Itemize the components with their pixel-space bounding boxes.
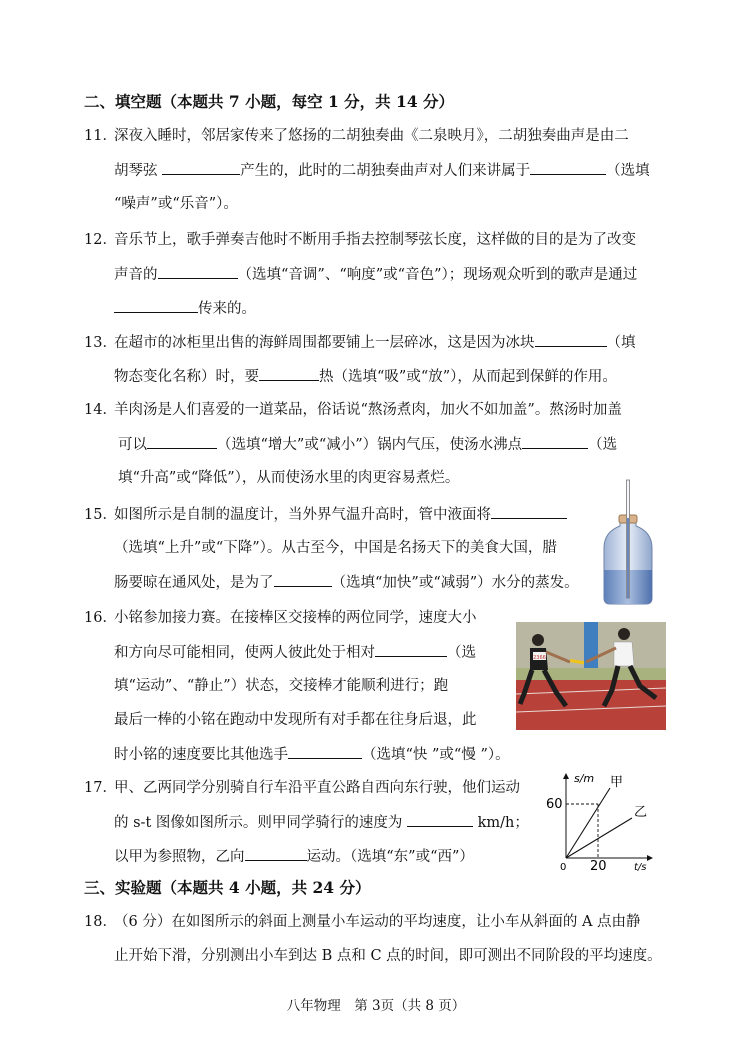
- question-17-line2: [114, 812, 529, 833]
- answer-blank[interactable]: [522, 434, 588, 449]
- answer-blank[interactable]: [147, 434, 217, 449]
- question-text: （填: [606, 335, 636, 351]
- question-text: （选填“快 ”或“慢 ”）。: [362, 747, 510, 763]
- question-16-line1: [84, 608, 477, 628]
- question-16-line2: [114, 642, 476, 663]
- question-text: （选填“加快”或“减弱”）水分的蒸发。: [331, 575, 579, 591]
- page-footer: 八年物理 第 3页（共 8 页）: [286, 998, 466, 1014]
- question-text: 甲、乙两同学分别骑自行车沿平直公路自西向东行驶，他们运动: [114, 780, 520, 796]
- question-11-line2: [114, 160, 650, 181]
- homemade-thermometer-figure: [598, 478, 658, 608]
- question-text: 产生的，此时的二胡独奏曲声对人们来讲属于: [240, 163, 531, 179]
- x-axis-label: t/s: [634, 862, 647, 873]
- question-15-line2: （选填“上升”或“下降”）。从古至今，中国是名扬天下的美食大国，腊: [114, 540, 557, 556]
- question-number: 11．: [84, 128, 117, 144]
- question-text: 小铭参加接力赛。在接棒区交接棒的两位同学，速度大小: [114, 610, 477, 626]
- question-text: （选填: [606, 163, 650, 179]
- question-text: 音乐节上，歌手弹奏吉他时不断用手指去控制琴弦长度，这样做的目的是为了改变: [114, 232, 636, 248]
- question-11-line3: “噪声”或“乐音”）。: [114, 196, 238, 212]
- question-text: 在超市的冰柜里出售的海鲜周围都要铺上一层碎冰，这是因为冰块: [114, 335, 535, 351]
- question-text: 时小铭的速度要比其他选手: [114, 747, 288, 763]
- answer-blank[interactable]: [158, 264, 238, 279]
- question-number: 16．: [84, 610, 117, 626]
- answer-blank[interactable]: [245, 846, 307, 861]
- question-text: （选: [588, 437, 618, 453]
- relay-race-photo: [516, 622, 666, 730]
- section-title-experiment: 三、实验题（本题共 4 小题，共 24 分）: [84, 878, 371, 897]
- question-16-line3: 填“运动”、“静止”）状态，交接棒才能顺利进行；跑: [114, 678, 449, 694]
- question-text: 物态变化名称）时，要: [114, 369, 259, 385]
- question-17-line1: [84, 778, 520, 798]
- question-15-line3: [114, 572, 579, 593]
- question-17-line3: [114, 846, 474, 867]
- question-text: （选填“增大”或“减小”）锅内气压，使汤水沸点: [217, 437, 523, 453]
- question-16-line4: 最后一棒的小铭在跑动中发现所有对手都在往身后退，此: [114, 712, 477, 728]
- question-14-line1: [84, 400, 622, 420]
- question-text: 可以: [118, 437, 147, 453]
- question-12-line2: [114, 264, 637, 285]
- question-15-line1: [84, 504, 567, 525]
- answer-blank[interactable]: [259, 366, 319, 381]
- question-number: 15．: [84, 507, 117, 523]
- question-text: （6 分）在如图所示的斜面上测量小车运动的平均速度，让小车从斜面的 A 点由静: [114, 914, 641, 930]
- section-title-fill-in: 二、填空题（本题共 7 小题，每空 1 分，共 14 分）: [84, 92, 455, 111]
- answer-blank[interactable]: [288, 744, 362, 759]
- question-text: 的 s-t 图像如图所示。则甲同学骑行的速度为: [114, 815, 403, 831]
- answer-blank[interactable]: [535, 332, 607, 347]
- answer-blank[interactable]: [530, 160, 606, 175]
- question-12-line3: [114, 298, 256, 319]
- question-text: （选: [447, 645, 476, 661]
- answer-blank[interactable]: [162, 160, 240, 175]
- question-text: 胡琴弦: [114, 163, 158, 179]
- question-text: 和方向尽可能相同，使两人彼此处于相对: [114, 645, 375, 661]
- y-axis-label: s/m: [574, 772, 595, 785]
- label-yi: 乙: [634, 805, 648, 820]
- question-text: 羊肉汤是人们喜爱的一道菜品，俗话说“熬汤煮肉，加火不如加盖”。熬汤时加盖: [114, 402, 622, 418]
- question-18-line1: [84, 912, 641, 932]
- question-text: 声音的: [114, 267, 158, 283]
- question-number: 14．: [84, 402, 117, 418]
- answer-blank[interactable]: [375, 642, 447, 657]
- question-16-line5: [114, 744, 510, 765]
- question-13-line2: [114, 366, 617, 387]
- line-jia: [566, 788, 610, 858]
- question-14-line3: 填“升高”或“降低”），从而使汤水里的肉更容易煮烂。: [118, 470, 460, 486]
- answer-blank[interactable]: [407, 812, 473, 827]
- question-text: 如图所示是自制的温度计，当外界气温升高时，管中液面将: [114, 507, 491, 523]
- question-text: 传来的。: [198, 301, 256, 317]
- question-12-line1: [84, 230, 636, 250]
- answer-blank[interactable]: [274, 572, 332, 587]
- question-text: 运动。（选填“东”或“西”）: [306, 849, 474, 865]
- label-jia: 甲: [610, 775, 624, 790]
- race-bib-number: 2366: [533, 655, 546, 661]
- question-number: 18．: [84, 914, 117, 930]
- question-text: 热（选填“吸”或“放”），从而起到保鲜的作用。: [319, 369, 617, 385]
- question-number: 17．: [84, 780, 117, 796]
- question-text: 深夜入睡时，邻居家传来了悠扬的二胡独奏曲《二泉映月》，二胡独奏曲声是由二: [114, 128, 629, 144]
- question-11-line1: [84, 126, 629, 146]
- question-13-line1: [84, 332, 636, 353]
- answer-blank[interactable]: [491, 504, 567, 519]
- answer-blank[interactable]: [114, 298, 198, 313]
- question-text: km/h；: [477, 815, 529, 831]
- question-text: （选填“音调”、“响度”或“音色”）；现场观众听到的歌声是通过: [237, 267, 638, 283]
- s-t-graph: [540, 766, 660, 874]
- origin-label: 0: [560, 862, 567, 873]
- question-number: 13．: [84, 335, 117, 351]
- question-number: 12．: [84, 232, 117, 248]
- question-18-line2: 止开始下滑，分别测出小车到达 B 点和 C 点的时间，即可测出不同阶段的平均速度。: [114, 948, 662, 964]
- line-yi: [566, 818, 632, 858]
- y-tick-60: 60: [546, 797, 563, 812]
- question-14-line2: [118, 434, 617, 455]
- question-text: 肠要晾在通风处，是为了: [114, 575, 274, 591]
- question-text: 以甲为参照物，乙向: [114, 849, 245, 865]
- x-tick-20: 20: [590, 859, 607, 874]
